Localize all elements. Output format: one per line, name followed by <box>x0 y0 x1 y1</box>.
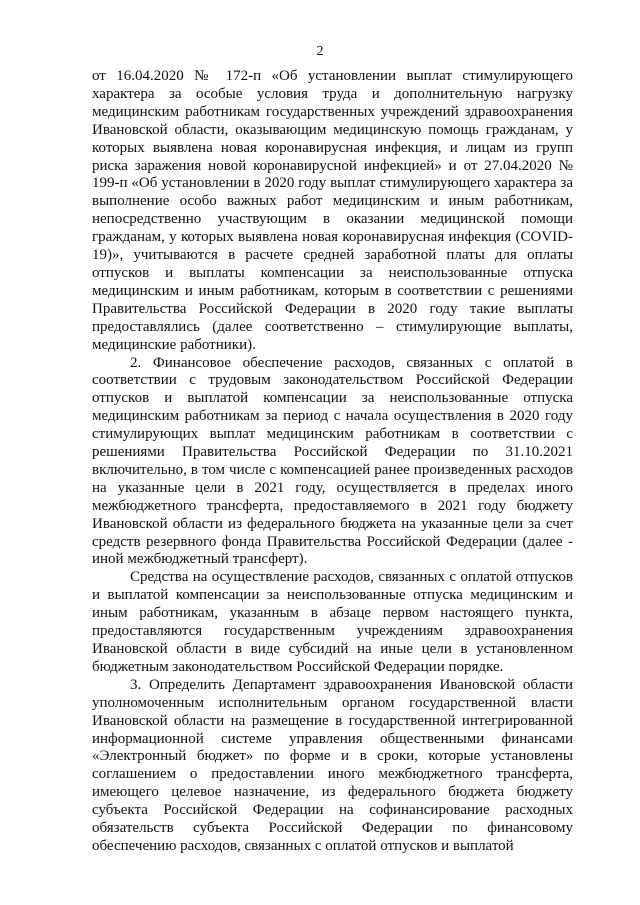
paragraph-item-3: 3. Определить Департамент здравоохранения Ивановской области уполномоченным исполнительным органом государственной власти Ивановской области на размещение в государственной интегрированной информационной системе управления общественными финансами «Электронный бюджет» по форме и в сроки, которые установлены соглашением о предоставлении иного межбюджетного трансферта, имеющего целевое назначение, из федерального бюджета бюджету субъекта Российской Федерации на софинансирование расходных обязательств субъекта Российской Федерации по финансовому обеспечению расходов, связанных с оплатой отпусков и выплатой <box>92 676 573 854</box>
paragraph-item-2: 2. Финансовое обеспечение расходов, связанных с оплатой в соответствии с трудовым законодательством Российской Федерации отпусков и выплатой компенсации за неиспользованные отпуска медицинским работникам за период с начала осуществления в 2020 году стимулирующих выплат медицинским работникам в соответствии с решениями Правительства Российской Федерации по 31.10.2021 включительно, в том числе с компенсацией ранее произведенных расходов на указанные цели в 2021 году, осуществляется в пределах иного межбюджетного трансферта, предоставляемого в 2021 году бюджету Ивановской области из федерального бюджета на указанные цели за счет средств резервного фонда Правительства Российской Федерации (далее - иной межбюджетный трансферт). <box>92 354 573 568</box>
document-body <box>92 68 573 856</box>
paragraph-continuation: от 16.04.2020 № 172-п «Об установлении выплат стимулирующего характера за особые условия труда и дополнительную нагрузку медицинским работникам государственных учреждений здравоохранения Ивановской области, оказывающим медицинскую помощь гражданам, у которых выявлена новая коронавирусная инфекция, и лицам из групп риска заражения новой коронавирусной инфекцией» и от 27.04.2020 № 199-п «Об установлении в 2020 году выплат стимулирующего характера за выполнение особо важных работ медицинским и иным работникам, непосредственно участвующим в оказании медицинской помощи гражданам, у которых выявлена новая коронавирусная инфекция (COVID-19)», учитываются в расчете средней заработной платы для оплаты отпусков и выплаты компенсации за неиспользованные отпуска медицинским и иным работникам, которым в соответствии с решениями Правительства Российской Федерации в 2020 году такие выплаты предоставлялись (далее соответственно – стимулирующие выплаты, медицинские работники). <box>92 68 573 353</box>
paragraph-item-2-funds: Средства на осуществление расходов, связанных с оплатой отпусков и выплатой компенсации за неиспользованные отпуска медицинским и иным работникам, указанным в абзаце первом настоящего пункта, предоставляются государственным учреждениям здравоохранения Ивановской области в виде субсидий на иные цели в установленном бюджетным законодательством Российской Федерации порядке. <box>92 569 573 675</box>
page-number: 2 <box>316 44 324 59</box>
